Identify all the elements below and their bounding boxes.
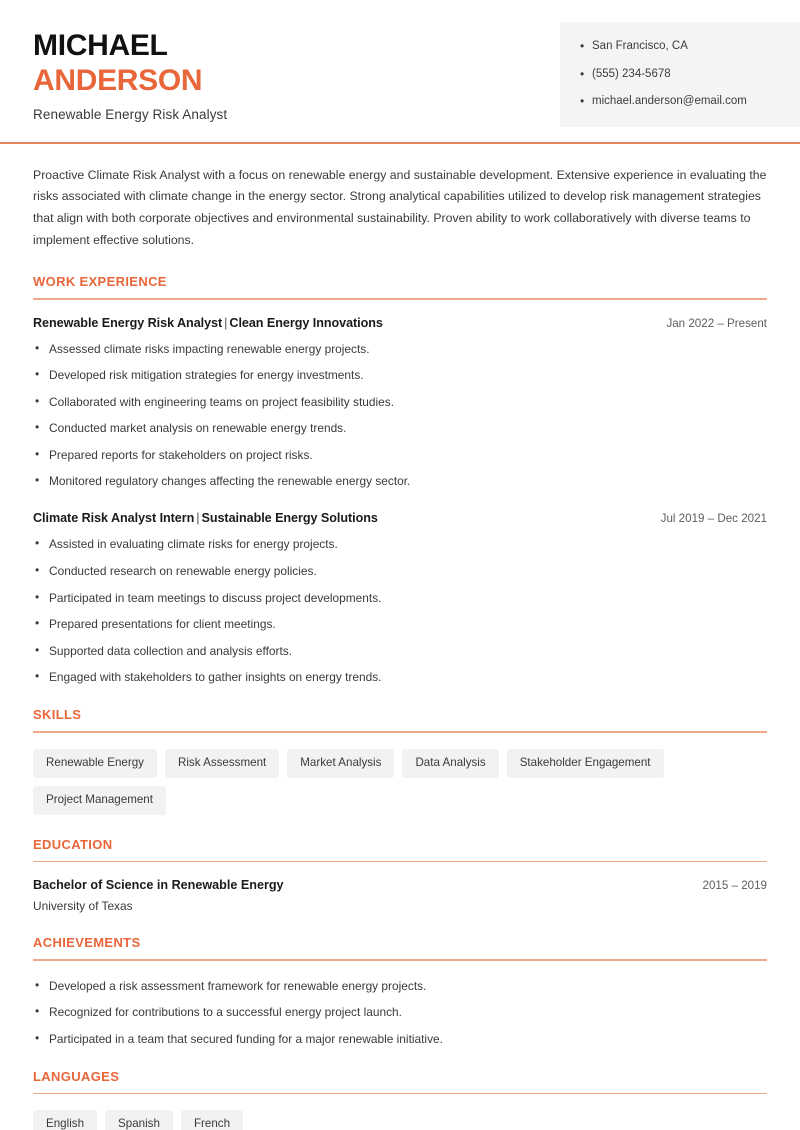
skill-chip: Risk Assessment [165,749,279,778]
experience-bullet: • Assessed climate risks impacting renewable energy projects. [33,341,767,357]
section-title-education: EDUCATION [33,836,113,852]
resume-content [0,165,800,1130]
section-divider [33,1093,767,1095]
experience-bullets [33,341,767,490]
education-entry [33,878,767,913]
skill-chip: Project Management [33,786,166,815]
header-divider [0,142,800,144]
contact-phone: • (555) 234-5678 [578,67,784,83]
experience-bullet: • Prepared presentations for client meetings. [33,616,767,632]
skill-chip: Renewable Energy [33,749,157,778]
experience-date: Jul 2019 – Dec 2021 [660,512,767,526]
experience-bullet: • Conducted research on renewable energy policies. [33,563,767,579]
section-divider [33,959,767,961]
contact-list [578,39,784,110]
language-chip: French [181,1110,243,1130]
experience-bullet: • Collaborated with engineering teams on project feasibility studies. [33,394,767,410]
experience-bullet: • Developed risk mitigation strategies for energy investments. [33,367,767,383]
contact-box [560,22,800,127]
section-divider [33,861,767,863]
achievement-bullet: • Recognized for contributions to a successful energy project launch. [33,1004,767,1020]
last-name: ANDERSON [33,64,203,98]
skill-chip: Stakeholder Engagement [507,749,664,778]
section-work-experience [33,274,767,685]
achievements-list [33,978,767,1047]
skills-chip-list [33,749,767,815]
skill-chip: Data Analysis [402,749,498,778]
resume-header [0,0,800,127]
professional-summary: Proactive Climate Risk Analyst with a focus on renewable energy and sustainable development. Extensive experience in evaluating the risks associated with climate change in the energy sector. Strong analytical capabilities utilized to develop risk management strategies that align with both corporate objectives and environmental sustainability. Proven ability to work collaboratively with diverse teams to implement effective solutions. [33,167,767,248]
experience-date: Jan 2022 – Present [666,316,767,330]
section-education [33,837,767,914]
experience-role: Renewable Energy Risk Analyst [33,315,223,330]
title-separator: | [196,511,200,526]
section-title-achievements: ACHIEVEMENTS [33,935,141,951]
section-achievements [33,935,767,1047]
section-title-work-experience: WORK EXPERIENCE [33,274,167,290]
experience-bullet: • Assisted in evaluating climate risks for energy projects. [33,536,767,552]
section-title-languages: LANGUAGES [33,1068,120,1084]
experience-title-line [33,316,383,330]
experience-bullet: • Conducted market analysis on renewable energy trends. [33,420,767,436]
header-identity [0,22,227,122]
experience-entry-header [33,511,767,525]
achievement-bullet: • Participated in a team that secured funding for a major renewable initiative. [33,1031,767,1047]
education-entry-header [33,878,767,892]
experience-entry [33,511,767,685]
language-chip: Spanish [105,1110,173,1130]
experience-bullet: • Supported data collection and analysis efforts. [33,643,767,659]
experience-company: Clean Energy Innovations [229,315,383,330]
achievement-bullet: • Developed a risk assessment framework for renewable energy projects. [33,978,767,994]
experience-company: Sustainable Energy Solutions [201,511,378,526]
education-school: University of Texas [33,899,133,914]
experience-title-line [33,511,378,525]
education-date: 2015 – 2019 [702,879,767,893]
language-chip: English [33,1110,97,1130]
experience-bullet: • Prepared reports for stakeholders on project risks. [33,447,767,463]
experience-bullet: • Monitored regulatory changes affecting the renewable energy sector. [33,473,767,489]
section-divider [33,731,767,733]
experience-bullets [33,536,767,685]
education-degree: Bachelor of Science in Renewable Energy [33,878,284,893]
first-name: MICHAEL [33,29,168,62]
languages-chip-list [33,1110,767,1130]
section-skills [33,707,767,814]
section-languages [33,1069,767,1130]
experience-role: Climate Risk Analyst Intern [33,511,195,526]
section-divider [33,298,767,300]
contact-location: • San Francisco, CA [578,39,784,55]
title-separator: | [224,315,228,330]
experience-bullet: • Engaged with stakeholders to gather insights on energy trends. [33,669,767,685]
experience-entry-header [33,316,767,330]
section-title-skills: SKILLS [33,707,82,723]
contact-email: • michael.anderson@email.com [578,94,784,110]
experience-entry [33,316,767,490]
skill-chip: Market Analysis [287,749,394,778]
experience-bullet: • Participated in team meetings to discuss project developments. [33,590,767,606]
headline-job-title: Renewable Energy Risk Analyst [33,107,228,123]
